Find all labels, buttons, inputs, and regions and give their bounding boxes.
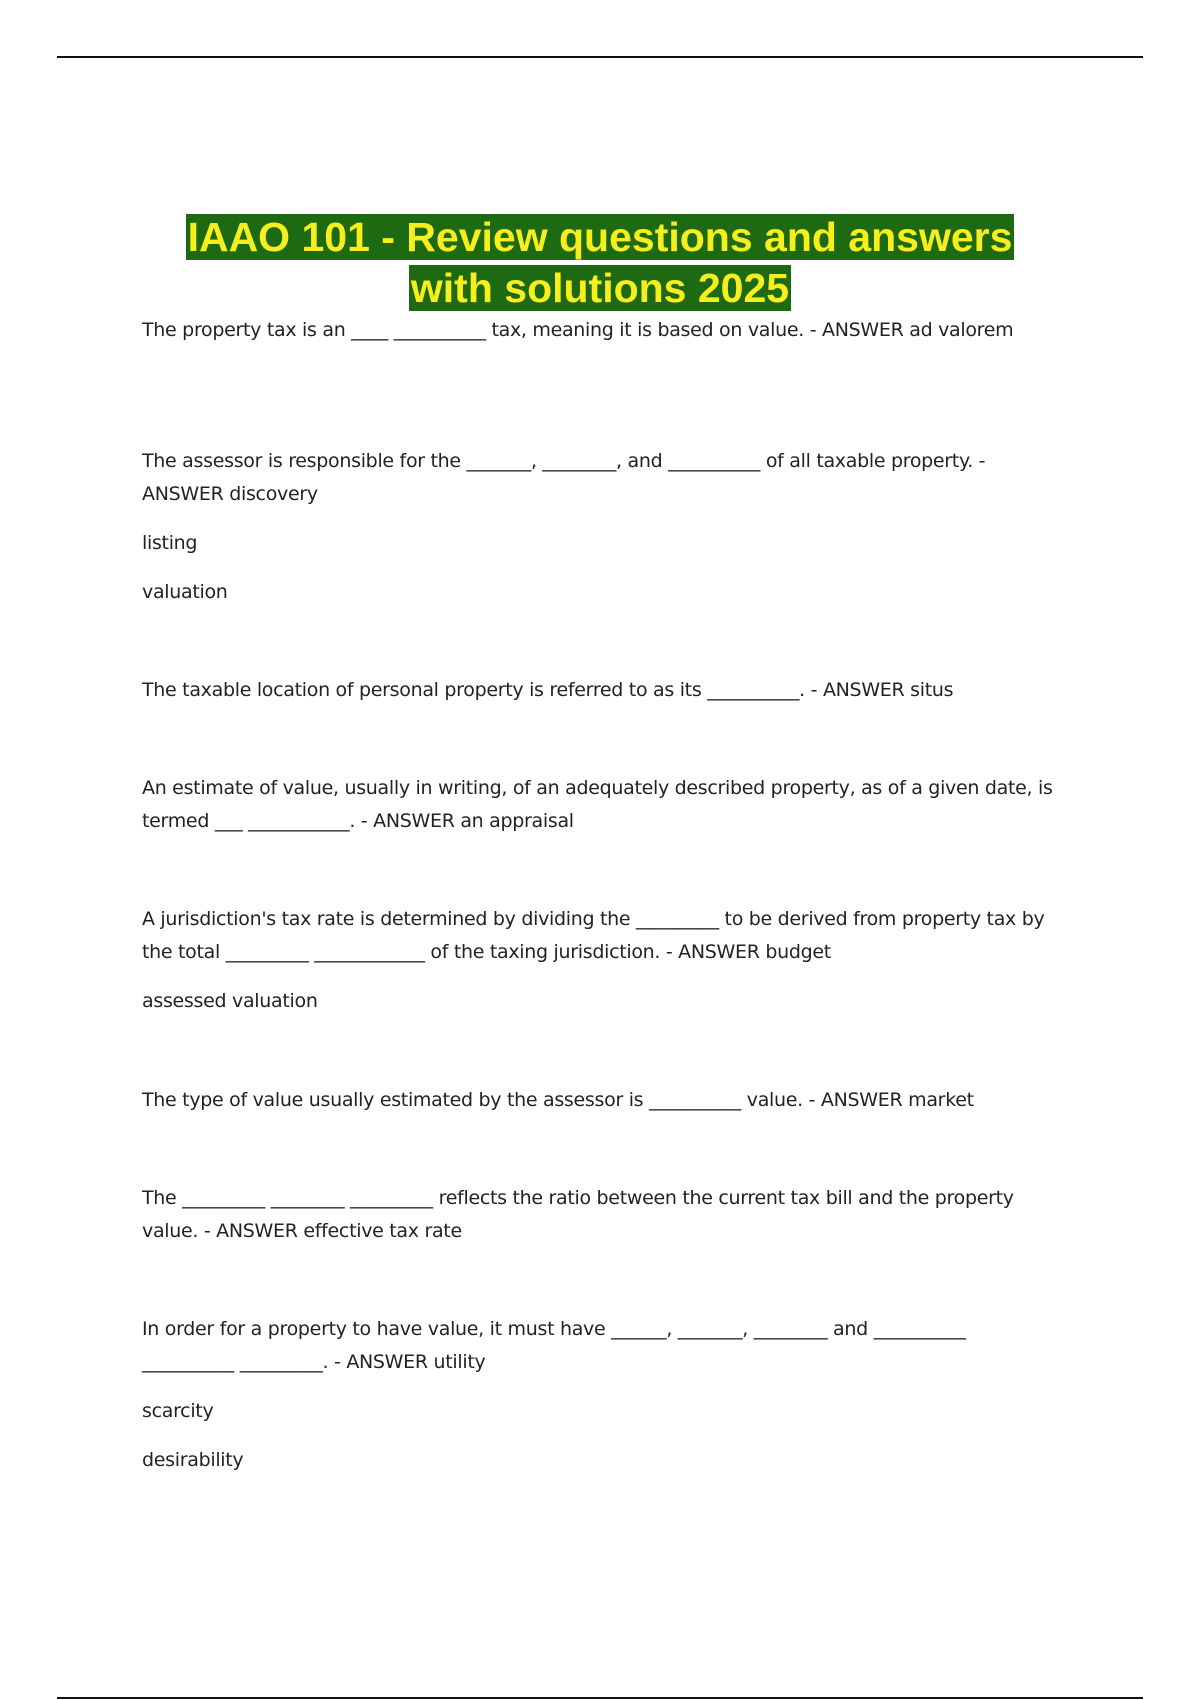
qa-item-1 bbox=[142, 314, 1062, 347]
question-text: The assessor is responsible for the _______, ________, and __________ of all taxable property. - ANSWER discovery bbox=[142, 450, 986, 505]
answer-line: valuation bbox=[142, 581, 228, 603]
question-text: In order for a property to have value, it must have ______, _______, ________ and __________ __________ _________. - ANSWER utility bbox=[142, 1318, 966, 1373]
question-text: The type of value usually estimated by the assessor is __________ value. - ANSWER market bbox=[142, 1089, 974, 1111]
qa-item-7 bbox=[142, 1182, 1062, 1248]
question-text: A jurisdiction's tax rate is determined by dividing the _________ to be derived from property tax by the total _________ ____________ of the taxing jurisdiction. - ANSWER budget bbox=[142, 908, 1045, 963]
question-text: The _________ ________ _________ reflects the ratio between the current tax bill and the property value. - ANSWER effective tax rate bbox=[142, 1187, 1014, 1242]
answer-line: listing bbox=[142, 532, 198, 554]
qa-item-6 bbox=[142, 1084, 1062, 1117]
title-line-2: with solutions 2025 bbox=[410, 265, 790, 311]
answer-line: scarcity bbox=[142, 1400, 214, 1422]
qa-item-4 bbox=[142, 772, 1062, 838]
top-rule bbox=[57, 56, 1143, 58]
qa-item-3 bbox=[142, 674, 1062, 707]
title-line-1: IAAO 101 - Review questions and answers bbox=[187, 214, 1013, 260]
question-text: The taxable location of personal property is referred to as its __________. - ANSWER situs bbox=[142, 679, 954, 701]
answer-line: desirability bbox=[142, 1449, 244, 1471]
qa-item-8 bbox=[142, 1313, 1062, 1477]
document-title bbox=[0, 212, 1200, 314]
qa-item-5 bbox=[142, 903, 1062, 1018]
question-text: The property tax is an ____ __________ tax, meaning it is based on value. - ANSWER ad valorem bbox=[142, 319, 1014, 341]
answer-line: assessed valuation bbox=[142, 990, 318, 1012]
qa-item-2 bbox=[142, 445, 1062, 609]
bottom-rule bbox=[57, 1697, 1143, 1699]
question-text: An estimate of value, usually in writing, of an adequately described property, as of a given date, is termed ___ ___________. - ANSWER an appraisal bbox=[142, 777, 1053, 832]
